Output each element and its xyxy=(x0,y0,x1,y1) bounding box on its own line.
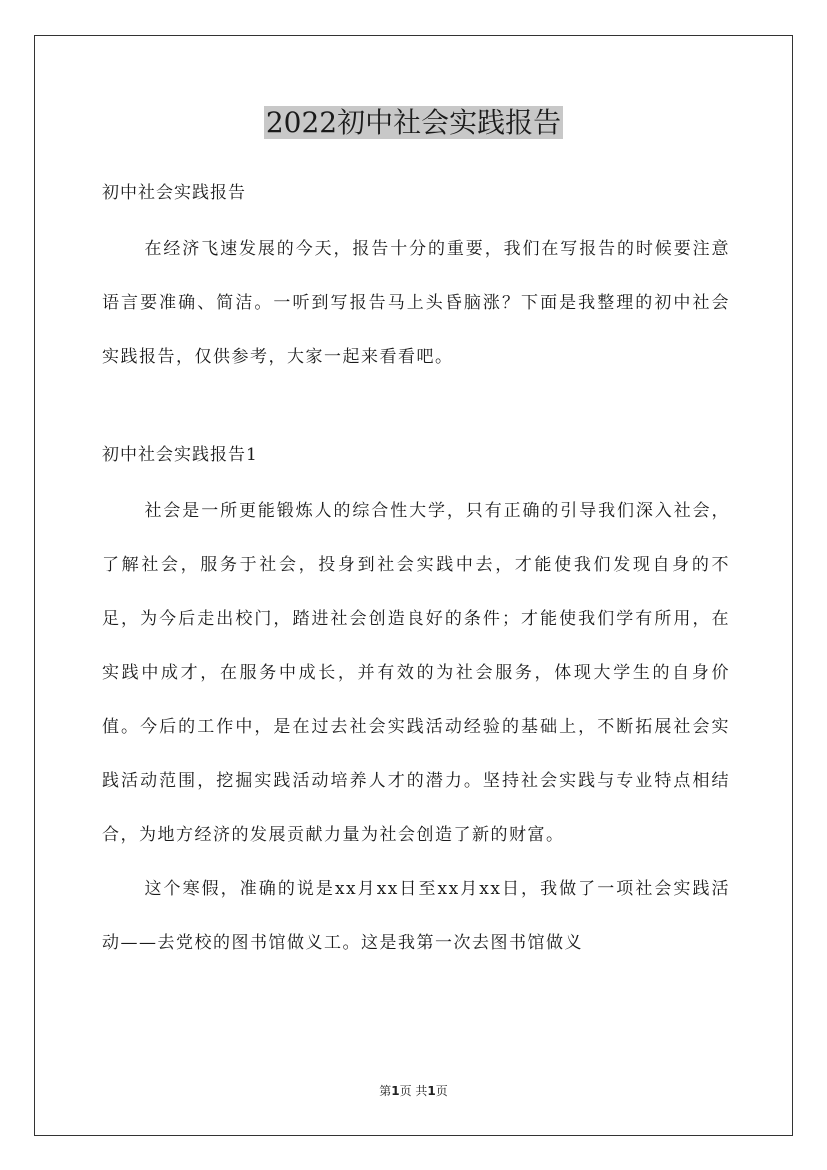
section-heading: 初中社会实践报告1 xyxy=(102,445,258,465)
page-prefix: 第 xyxy=(379,1084,392,1098)
body-paragraph-1: 社会是一所更能锻炼人的综合性大学，只有正确的引导我们深入社会，了解社会，服务于社会，投身到社会实践中去，才能使我们发现自身的不足，为今后走出校门，踏进社会创造良好的条件；才能使我们学有所用，在实践中成才，在服务中成长，并有效的为社会服务，体现大学生的自身价值。今后的工作中，是在过去社会实践活动经验的基础上，不断拓展社会实践活动范围，挖掘实践活动培养人才的潜力。坚持社会实践与专业特点相结合，为地方经济的发展贡献力量为社会创造了新的财富。 xyxy=(102,501,730,845)
document-title xyxy=(0,103,827,143)
spacer xyxy=(102,384,730,432)
intro-paragraph: 在经济飞速发展的今天，报告十分的重要，我们在写报告的时候要注意语言要准确、简洁。一听到写报告马上头昏脑涨？下面是我整理的初中社会实践报告，仅供参考，大家一起来看看吧。 xyxy=(102,239,730,367)
page-footer xyxy=(0,1082,827,1099)
document-body xyxy=(102,170,730,970)
document-title-text: 2022初中社会实践报告 xyxy=(265,106,562,139)
document-subtitle: 初中社会实践报告 xyxy=(102,183,246,203)
page-suffix: 页 xyxy=(435,1084,448,1098)
page-mid: 页 共 xyxy=(399,1084,428,1098)
page-total: 1 xyxy=(427,1084,436,1098)
body-paragraph-2: 这个寒假，准确的说是xx月xx日至xx月xx日，我做了一项社会实践活动——去党校的图书馆做义工。这是我第一次去图书馆做义 xyxy=(102,879,730,953)
page-current: 1 xyxy=(391,1084,400,1098)
